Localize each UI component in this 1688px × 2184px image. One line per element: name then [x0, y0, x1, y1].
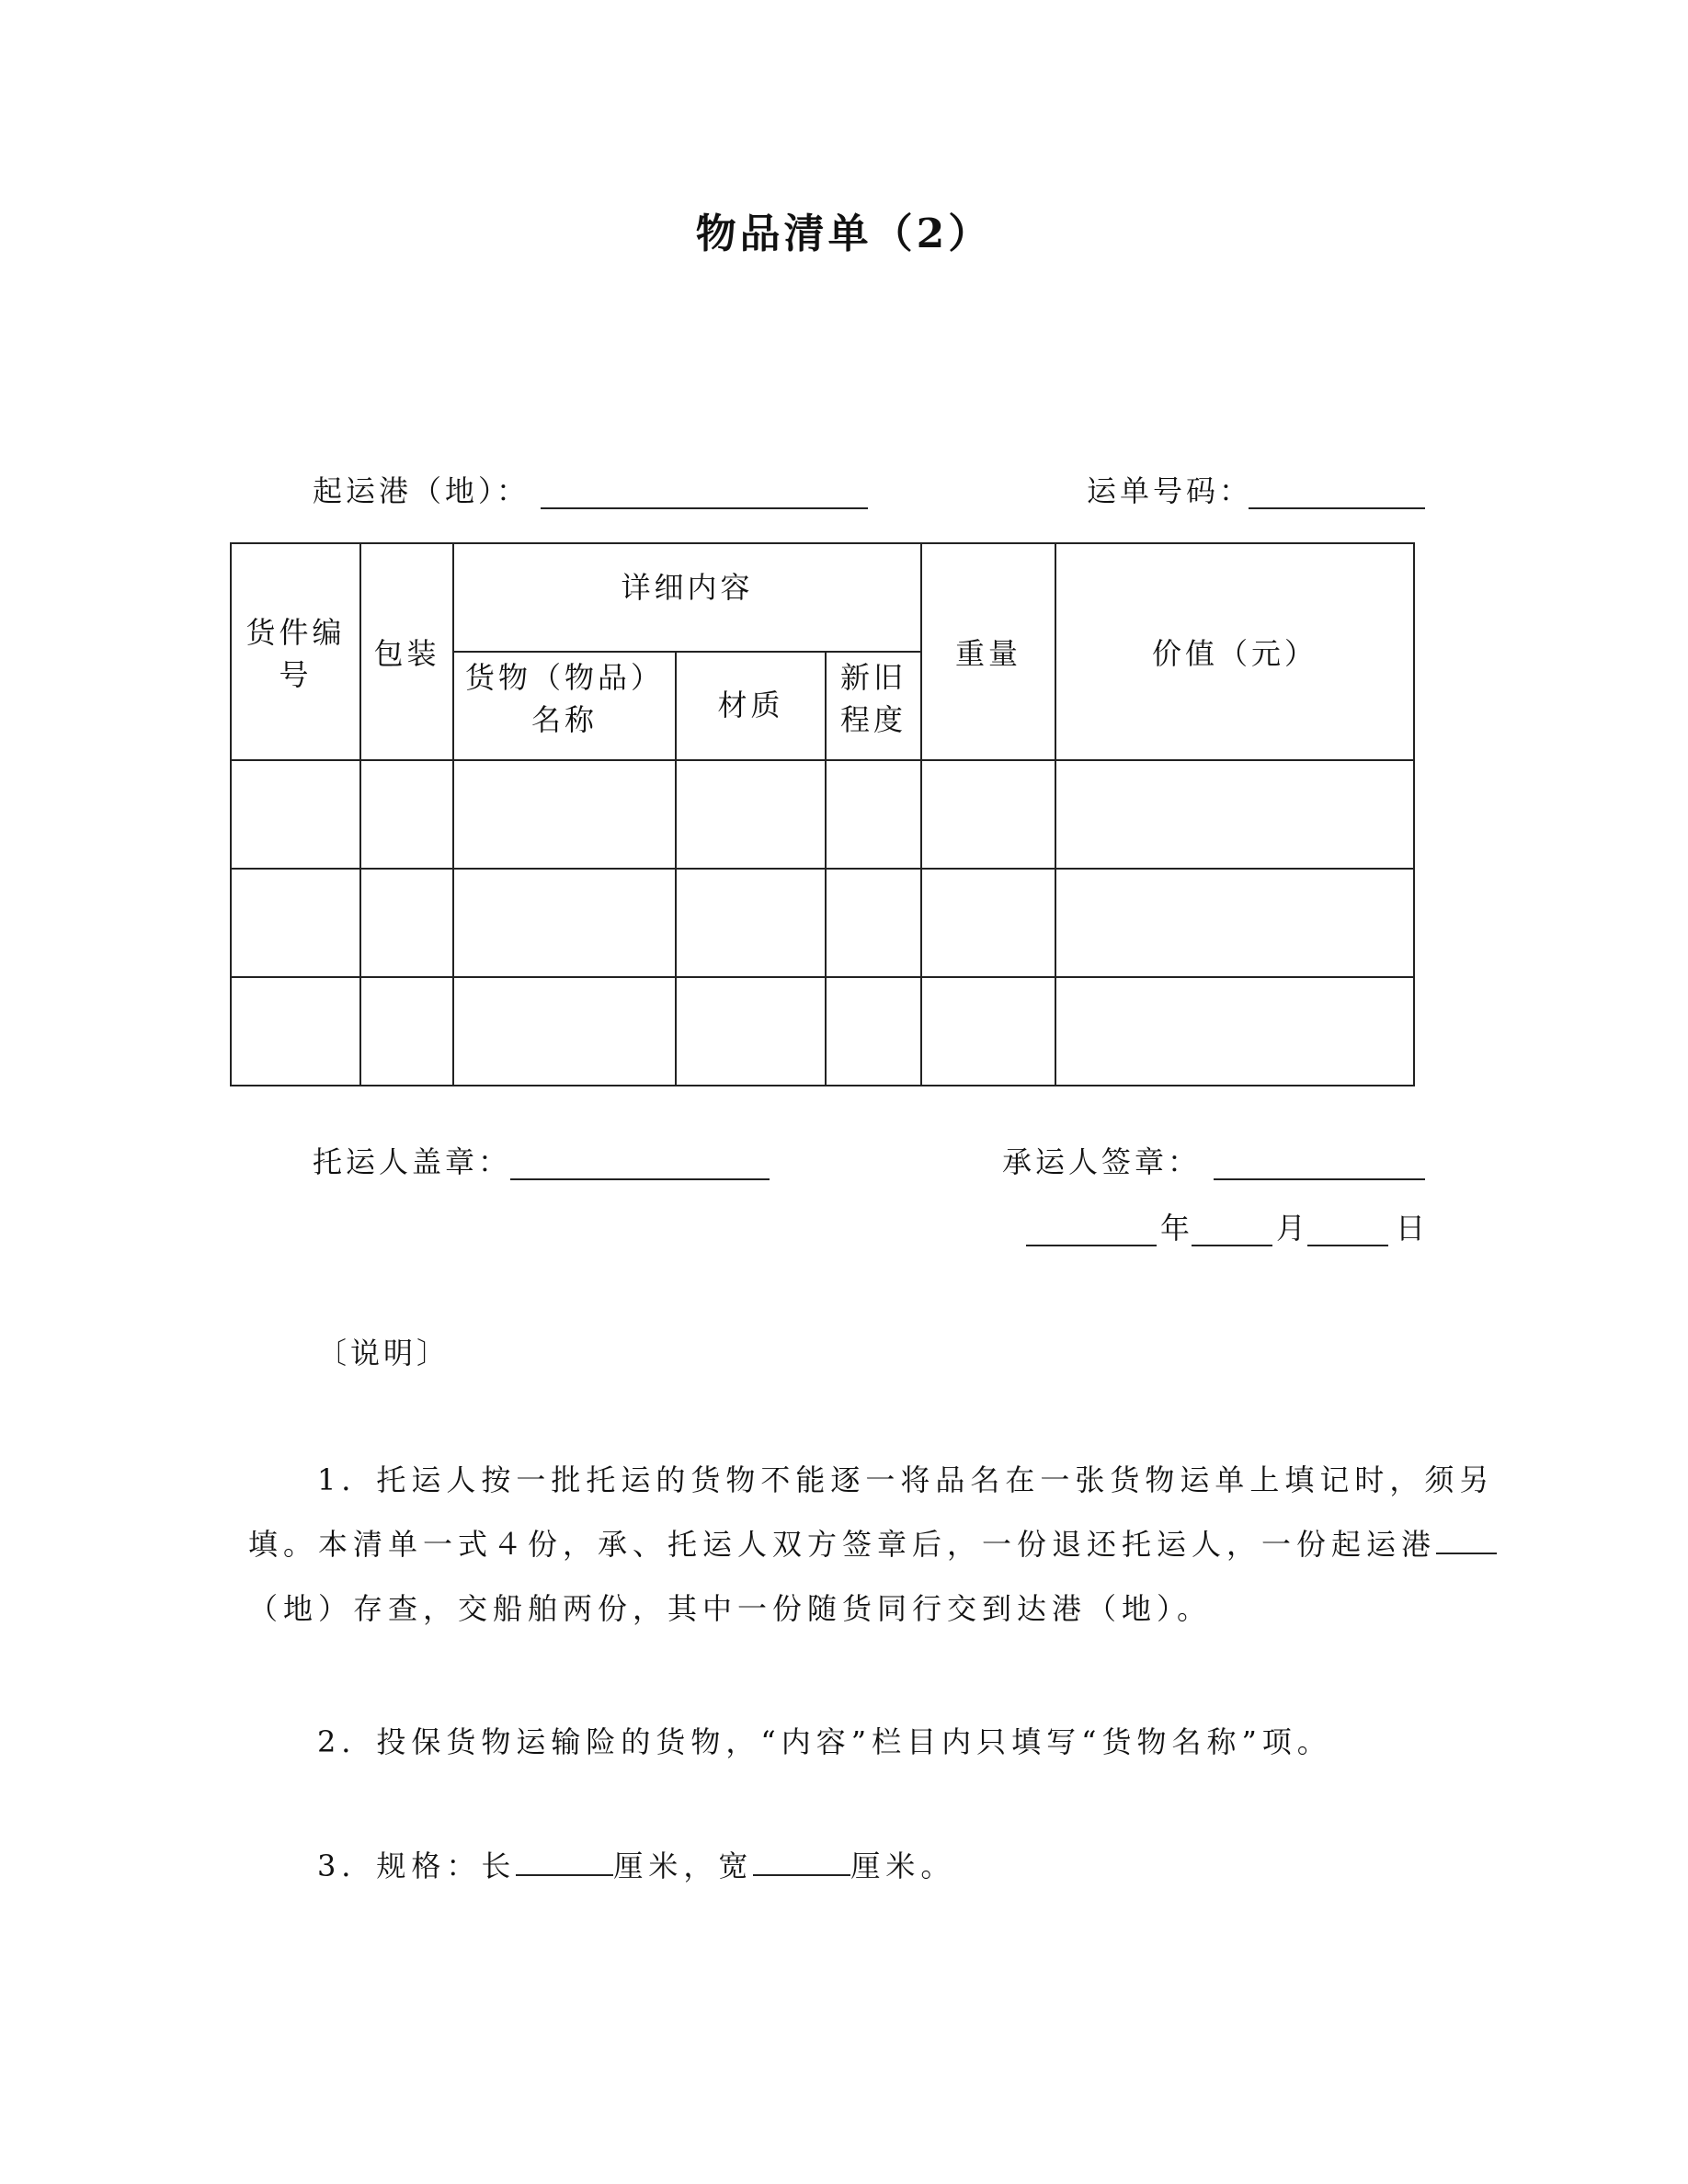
year-label: 年 — [1160, 1211, 1194, 1246]
waybill-number-field[interactable] — [1249, 507, 1425, 509]
length-field[interactable] — [516, 1848, 613, 1876]
cell-goods-name[interactable] — [453, 869, 676, 977]
date-day-field[interactable] — [1307, 1245, 1388, 1246]
note-3: 3．规格：长 厘米，宽 厘米。 — [317, 1848, 956, 1883]
note-1-line-2: 填。本清单一式４份，承、托运人双方签章后，一份退还托运人，一份起运港 — [248, 1526, 1497, 1563]
width-field[interactable] — [753, 1848, 850, 1876]
origin-port-label: 起运港（地）： — [313, 473, 530, 508]
shipper-seal-field[interactable] — [510, 1178, 770, 1180]
header-material: 材质 — [676, 652, 826, 760]
header-goods-name: 货物（物品）名称 — [453, 652, 676, 760]
note-1-line-3: （地）存查，交船舶两份，其中一份随货同行交到达港（地）。 — [248, 1591, 1213, 1626]
cell-cargo-number[interactable] — [231, 760, 360, 869]
header-value: 价值（元） — [1055, 543, 1414, 760]
cell-value[interactable] — [1055, 869, 1414, 977]
origin-port-blank[interactable] — [1436, 1527, 1497, 1554]
cell-value[interactable] — [1055, 760, 1414, 869]
header-cargo-number: 货件编号 — [231, 543, 360, 760]
note-2: 2．投保货物运输险的货物，“内容”栏目内只填写“货物名称”项。 — [317, 1724, 1332, 1759]
origin-port-field[interactable] — [541, 507, 868, 509]
date-month-field[interactable] — [1192, 1245, 1272, 1246]
carrier-sign-field[interactable] — [1214, 1178, 1425, 1180]
cell-weight[interactable] — [921, 977, 1055, 1086]
cell-weight[interactable] — [921, 869, 1055, 977]
cell-cargo-number[interactable] — [231, 977, 360, 1086]
header-weight: 重量 — [921, 543, 1055, 760]
cell-material[interactable] — [676, 760, 826, 869]
cell-condition[interactable] — [826, 977, 921, 1086]
header-condition: 新旧程度 — [826, 652, 921, 760]
table-row — [231, 760, 1414, 869]
header-details-group: 详细内容 — [453, 543, 921, 652]
cell-packaging[interactable] — [360, 977, 453, 1086]
cell-material[interactable] — [676, 869, 826, 977]
cell-value[interactable] — [1055, 977, 1414, 1086]
cell-goods-name[interactable] — [453, 977, 676, 1086]
table-row — [231, 977, 1414, 1086]
cell-packaging[interactable] — [360, 760, 453, 869]
cell-packaging[interactable] — [360, 869, 453, 977]
cell-cargo-number[interactable] — [231, 869, 360, 977]
waybill-number-label: 运单号码： — [1087, 473, 1253, 508]
header-packaging: 包装 — [360, 543, 453, 760]
shipper-seal-label: 托运人盖章： — [313, 1144, 512, 1179]
date-year-field[interactable] — [1026, 1245, 1157, 1246]
month-label: 月 — [1276, 1211, 1310, 1246]
carrier-sign-label: 承运人签章： — [1002, 1144, 1202, 1179]
notes-heading: 〔说明〕 — [317, 1336, 451, 1371]
cell-condition[interactable] — [826, 869, 921, 977]
cell-condition[interactable] — [826, 760, 921, 869]
page-title: 物品清单（2） — [695, 210, 993, 257]
cell-goods-name[interactable] — [453, 760, 676, 869]
table-row — [231, 869, 1414, 977]
note-1-line-1: 1．托运人按一批托运的货物不能逐一将品名在一张货物运单上填记时，须另 — [317, 1462, 1495, 1497]
day-label: 日 — [1396, 1211, 1430, 1246]
cell-material[interactable] — [676, 977, 826, 1086]
cell-weight[interactable] — [921, 760, 1055, 869]
goods-table — [230, 542, 1415, 1086]
